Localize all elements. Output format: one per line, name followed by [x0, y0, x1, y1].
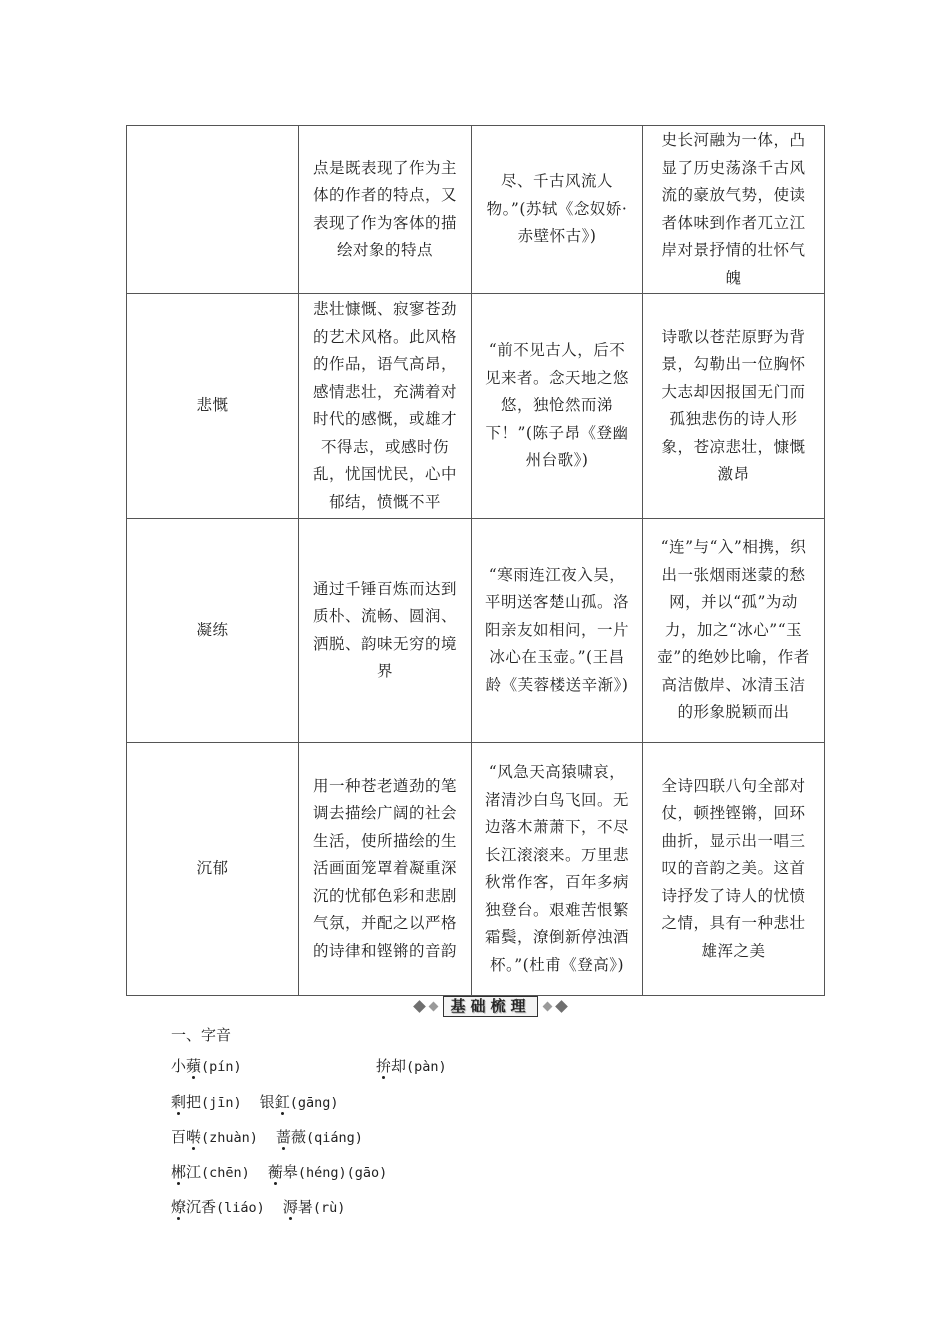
- emphasized-char: 拚: [376, 1057, 392, 1075]
- pinyin-text: (liáo): [216, 1200, 265, 1216]
- style-cell: 悲慨: [127, 294, 299, 519]
- banner-title: 基础梳理: [443, 996, 537, 1017]
- pinyin-word: [276, 1126, 363, 1147]
- example-cell: 尽、千古风流人物。”(苏轼《念奴娇·赤壁怀古》): [472, 126, 643, 294]
- pinyin-text: (pín): [201, 1059, 242, 1075]
- word-text: 暑: [297, 1198, 313, 1216]
- pinyin-text: (gāng): [289, 1095, 339, 1111]
- feature-cell: 点是既表现了作为主体的作者的特点，又表现了作为客体的描绘对象的特点: [299, 126, 472, 294]
- diamond-icon: [414, 1000, 427, 1013]
- example-cell: “寒雨连江夜入吴，平明送客楚山孤。洛阳亲友如相问，一片冰心在玉壶。”(王昌龄《芙蓉楼送辛渐》): [472, 519, 643, 743]
- pinyin-word: [171, 1161, 250, 1182]
- emphasized-char: 蘅: [267, 1163, 283, 1181]
- pinyin-text: (héng)(gāo): [297, 1165, 388, 1181]
- feature-cell: 通过千锤百炼而达到质朴、流畅、圆润、洒脱、韵味无穷的境界: [299, 519, 472, 743]
- pinyin-word: [171, 1196, 265, 1217]
- pinyin-text: (qiáng): [305, 1130, 363, 1146]
- pinyin-word: [376, 1055, 447, 1076]
- pinyin-text: (pàn): [406, 1059, 447, 1075]
- word-text: 皋: [282, 1163, 298, 1181]
- table-row: [127, 519, 825, 743]
- pinyin-line: [171, 1055, 447, 1076]
- word-text: 沉香: [186, 1198, 217, 1216]
- emphasized-char: 剩: [171, 1093, 187, 1111]
- pinyin-text: (zhuàn): [201, 1130, 258, 1146]
- word-text: 小: [171, 1057, 187, 1075]
- emphasized-char: 郴: [171, 1163, 187, 1181]
- poetry-style-table: [126, 125, 825, 996]
- pinyin-word: [283, 1196, 346, 1217]
- analysis-cell: “连”与“入”相携，织出一张烟雨迷蒙的愁网，并以“孤”为动力，加之“冰心”“玉壶”的绝妙比喻，作者高洁傲岸、冰清玉洁的形象脱颖而出: [643, 519, 825, 743]
- pinyin-line: [171, 1091, 338, 1112]
- word-text: 银: [259, 1093, 275, 1111]
- emphasized-char: 蘋: [186, 1057, 202, 1075]
- emphasized-char: 燎: [171, 1198, 187, 1216]
- section-heading: 一、字音: [171, 1026, 232, 1044]
- emphasized-char: 啭: [186, 1128, 202, 1146]
- word-text: 百: [171, 1128, 187, 1146]
- style-cell: [127, 126, 299, 294]
- table-row: [127, 126, 825, 294]
- emphasized-char: 釭: [274, 1093, 290, 1111]
- style-cell: 沉郁: [127, 743, 299, 996]
- pinyin-word: [171, 1126, 258, 1147]
- table-row: [127, 743, 825, 996]
- pinyin-text: (jīn): [201, 1095, 242, 1111]
- diamond-icon: [555, 1000, 568, 1013]
- diamond-icon: [542, 1001, 552, 1011]
- pinyin-line: [171, 1161, 387, 1182]
- table-row: [127, 294, 825, 519]
- pinyin-word: [171, 1091, 242, 1112]
- example-cell: “风急天高猿啸哀，渚清沙白鸟飞回。无边落木萧萧下，不尽长江滚滚来。万里悲秋常作客，百年多病独登台。艰难苦恨繁霜鬓，潦倒新停浊酒杯。”(杜甫《登高》): [472, 743, 643, 996]
- word-text: 江: [186, 1163, 202, 1181]
- pinyin-line: [171, 1126, 363, 1147]
- analysis-cell: 全诗四联八句全部对仗，顿挫铿锵，回环曲折，显示出一唱三叹的音韵之美。这首诗抒发了诗人的忧愤之情，具有一种悲壮雄浑之美: [643, 743, 825, 996]
- pinyin-line: [171, 1196, 345, 1217]
- section-banner: [398, 995, 583, 1017]
- pinyin-word: [171, 1055, 242, 1076]
- pinyin-text: (rù): [312, 1200, 346, 1216]
- analysis-cell: 诗歌以苍茫原野为背景，勾勒出一位胸怀大志却因报国无门而孤独悲伤的诗人形象，苍凉悲壮，慷慨激昂: [643, 294, 825, 519]
- diamond-icon: [429, 1001, 439, 1011]
- word-text: 薇: [290, 1128, 306, 1146]
- analysis-cell: 史长河融为一体，凸显了历史荡涤千古风流的豪放气势，使读者体味到作者兀立江岸对景抒情的壮怀气魄: [643, 126, 825, 294]
- word-text: 把: [186, 1093, 202, 1111]
- pinyin-text: (chēn): [201, 1165, 250, 1181]
- emphasized-char: 溽: [282, 1198, 298, 1216]
- feature-cell: 用一种苍老遒劲的笔调去描绘广阔的社会生活，使所描绘的生活画面笼罩着凝重深沉的忧郁色彩和悲剧气氛，并配之以严格的诗律和铿锵的音韵: [299, 743, 472, 996]
- feature-cell: 悲壮慷慨、寂寥苍劲的艺术风格。此风格的作品，语气高昂，感情悲壮，充满着对时代的感慨，或雄才不得志，或感时伤乱，忧国忧民，心中郁结，愤慨不平: [299, 294, 472, 519]
- pinyin-word: [268, 1161, 387, 1182]
- word-text: 却: [391, 1057, 407, 1075]
- style-cell: 凝练: [127, 519, 299, 743]
- emphasized-char: 蔷: [275, 1128, 291, 1146]
- pinyin-word: [260, 1091, 339, 1112]
- example-cell: “前不见古人，后不见来者。念天地之悠悠，独怆然而涕下！”(陈子昂《登幽州台歌》): [472, 294, 643, 519]
